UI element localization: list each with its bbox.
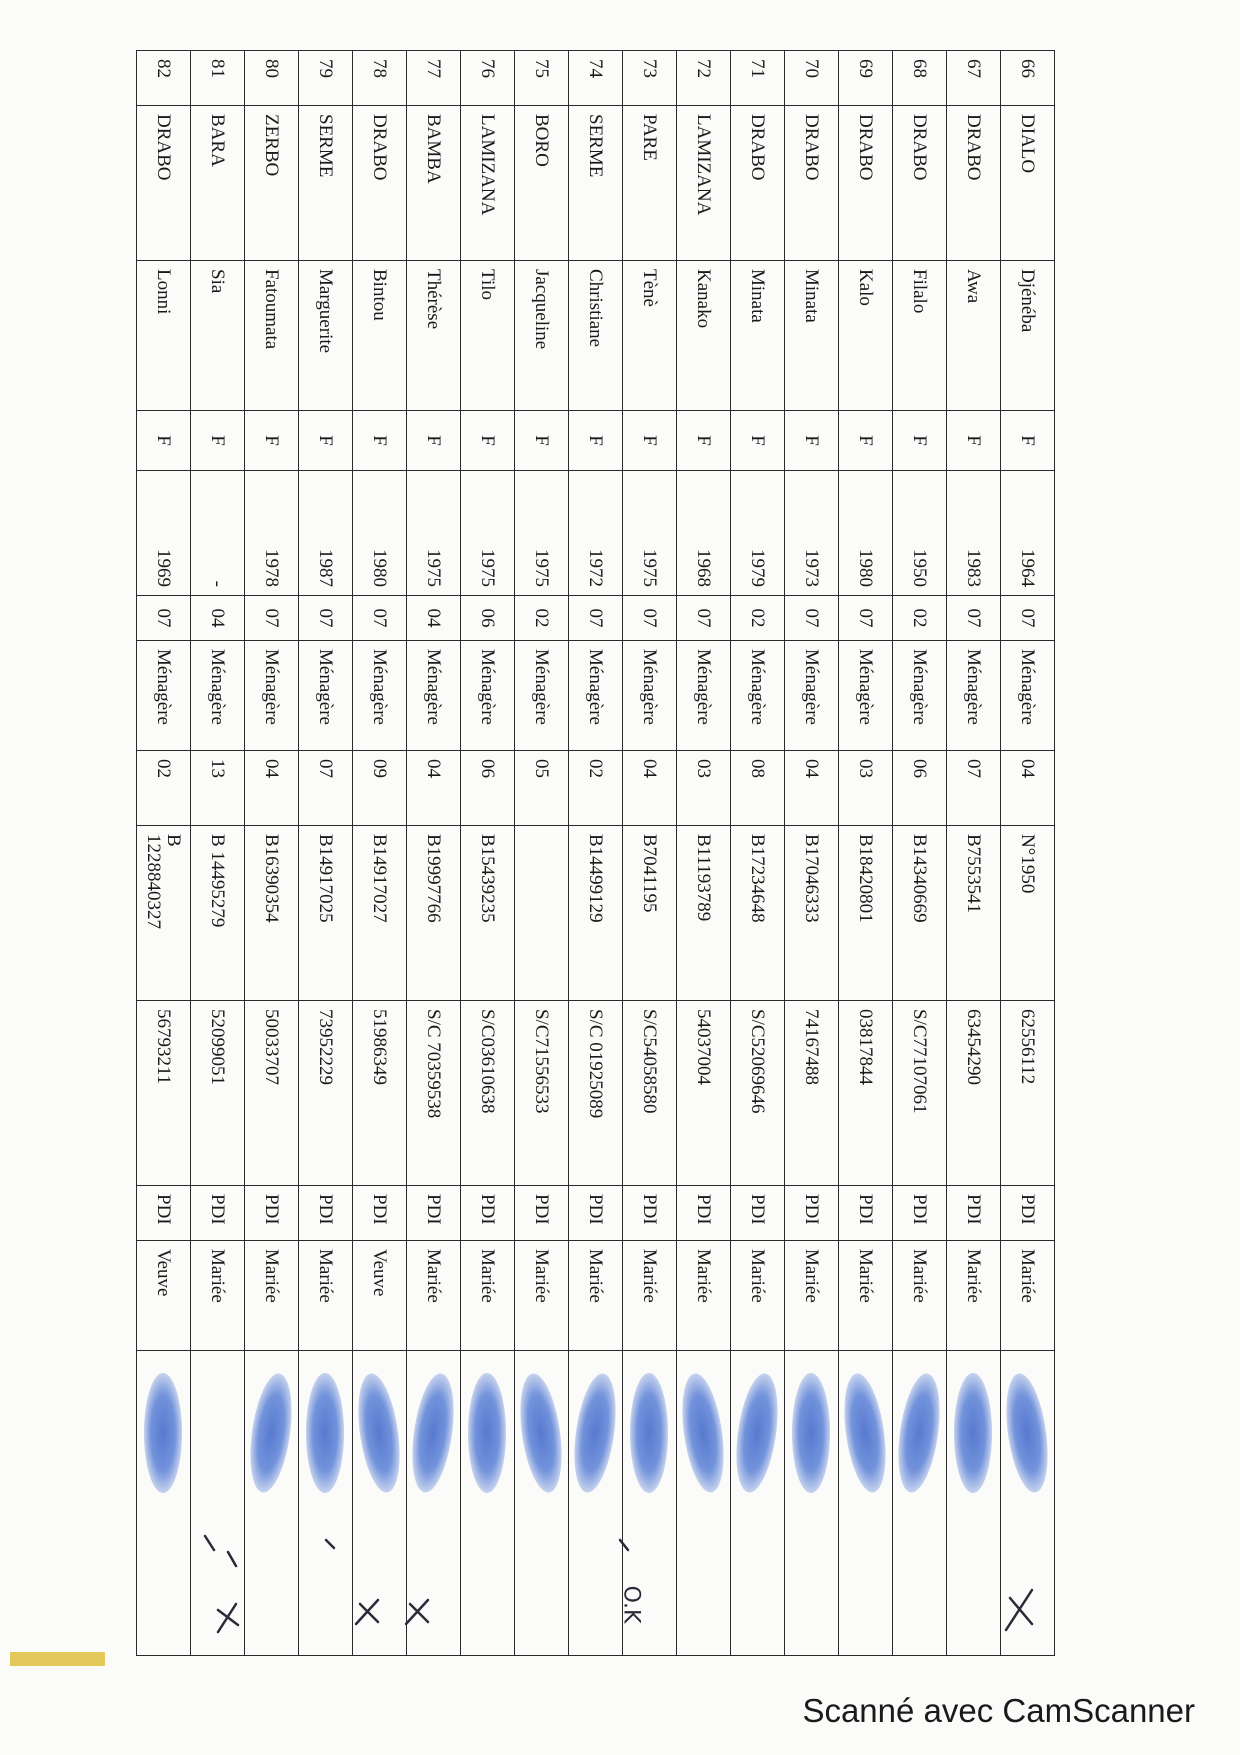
cell-annee: 1979 [731,471,785,596]
cell-prenom: Kalo [839,261,893,411]
cell-sexe: F [731,411,785,471]
cell-statut: PDI [947,1186,1001,1241]
cell-empreinte [1001,1351,1055,1656]
fingerprint-icon [893,1371,947,1495]
fingerprint-icon [630,1373,668,1493]
cell-annee: 1975 [461,471,515,596]
cell-nom: DRABO [839,106,893,261]
piece-id-text: B17234648 [747,834,769,923]
cell-piece_id [569,826,623,1001]
cell-num: 79 [299,51,353,106]
cell-enfants: 04 [1001,751,1055,826]
cell-code: 07 [839,596,893,641]
cell-prenom: Jacqueline [515,261,569,411]
cell-code: 07 [299,596,353,641]
cell-num: 71 [731,51,785,106]
ok-mark: O.K [618,1585,644,1624]
cell-situation: Mariée [1001,1241,1055,1351]
cell-telephone: S/C77107061 [893,1001,947,1186]
cell-sexe: F [353,411,407,471]
cell-annee: 1975 [515,471,569,596]
fingerprint-icon [792,1373,830,1493]
piece-id-text: B14340669 [909,834,931,923]
cell-enfants: 07 [299,751,353,826]
fingerprint-icon [306,1373,344,1493]
cell-num: 68 [893,51,947,106]
cell-piece_id [947,826,1001,1001]
fingerprint-icon [515,1371,569,1495]
cell-prenom: Marguerite [299,261,353,411]
cell-statut: PDI [137,1186,191,1241]
piece-id-text: B19997766 [423,834,445,923]
cell-sexe: F [839,411,893,471]
cell-profession: Ménagère [839,641,893,751]
fingerprint-icon [144,1373,182,1493]
cell-situation: Mariée [785,1241,839,1351]
cell-empreinte [569,1351,623,1656]
cell-nom: SERME [299,106,353,261]
cell-num: 80 [245,51,299,106]
piece-id-text: B15439235 [477,834,499,923]
cell-profession: Ménagère [137,641,191,751]
cell-telephone: 62556112 [1001,1001,1055,1186]
cell-telephone: S/C54058580 [623,1001,677,1186]
cell-prenom: Filalo [893,261,947,411]
cell-enfants: 04 [623,751,677,826]
fingerprint-icon [407,1371,461,1495]
cell-code: 02 [893,596,947,641]
cell-profession: Ménagère [947,641,1001,751]
piece-id-text: B 14495279 [207,834,229,928]
cell-telephone: 73952229 [299,1001,353,1186]
cell-profession: Ménagère [515,641,569,751]
cell-situation: Mariée [299,1241,353,1351]
cell-empreinte [515,1351,569,1656]
cell-statut: PDI [1001,1186,1055,1241]
cell-enfants: 03 [839,751,893,826]
cell-profession: Ménagère [677,641,731,751]
cell-statut: PDI [893,1186,947,1241]
cell-empreinte [893,1351,947,1656]
cell-telephone: 50033707 [245,1001,299,1186]
cell-nom: BARA [191,106,245,261]
cell-code: 07 [623,596,677,641]
cell-situation: Mariée [839,1241,893,1351]
yellow-tab-mark [10,1652,105,1666]
cell-num: 70 [785,51,839,106]
cell-annee: 1972 [569,471,623,596]
fingerprint-icon [569,1371,623,1495]
cell-sexe: F [299,411,353,471]
cell-sexe: F [677,411,731,471]
fingerprint-icon [1001,1371,1055,1495]
cell-statut: PDI [677,1186,731,1241]
cell-telephone: S/C 01925089 [569,1001,623,1186]
cell-empreinte [677,1351,731,1656]
cell-statut: PDI [515,1186,569,1241]
piece-id-text: B7553541 [963,834,985,914]
cell-num: 76 [461,51,515,106]
cell-code: 07 [245,596,299,641]
cell-profession: Ménagère [461,641,515,751]
table-row [947,51,1001,1656]
cell-profession: Ménagère [245,641,299,751]
cell-annee: 1980 [839,471,893,596]
cell-num: 69 [839,51,893,106]
cell-num: 77 [407,51,461,106]
cell-prenom: Thérèse [407,261,461,411]
cell-nom: PARE [623,106,677,261]
cell-telephone: S/C71556533 [515,1001,569,1186]
cell-nom: BAMBA [407,106,461,261]
cell-sexe: F [623,411,677,471]
fingerprint-icon [677,1371,731,1495]
cell-code: 06 [461,596,515,641]
cell-situation: Mariée [245,1241,299,1351]
table-row [515,51,569,1656]
cell-statut: PDI [731,1186,785,1241]
cell-profession: Ménagère [299,641,353,751]
piece-id-text-2: 1228840327 [143,834,165,929]
cell-num: 75 [515,51,569,106]
cell-situation: Mariée [407,1241,461,1351]
scanner-footer: Scanné avec CamScanner [802,1692,1195,1729]
cell-empreinte [407,1351,461,1656]
cell-annee: 1973 [785,471,839,596]
cell-sexe: F [137,411,191,471]
cell-piece_id [137,826,191,1001]
cell-annee: 1968 [677,471,731,596]
cell-telephone: 03817844 [839,1001,893,1186]
cell-sexe: F [515,411,569,471]
fingerprint-icon [353,1371,407,1495]
piece-id-text: B7041195 [639,834,661,913]
cell-enfants: 13 [191,751,245,826]
cell-empreinte [839,1351,893,1656]
cell-sexe: F [191,411,245,471]
cell-piece_id [731,826,785,1001]
cell-annee: 1975 [623,471,677,596]
cell-empreinte [731,1351,785,1656]
cell-nom: DRABO [353,106,407,261]
cell-statut: PDI [785,1186,839,1241]
cell-empreinte [245,1351,299,1656]
cell-sexe: F [461,411,515,471]
cell-empreinte [191,1351,245,1656]
cell-code: 07 [947,596,1001,641]
cell-num: 72 [677,51,731,106]
cell-statut: PDI [353,1186,407,1241]
cell-nom: DIALO [1001,106,1055,261]
cell-piece_id [461,826,515,1001]
piece-id-text: B16390354 [261,834,283,923]
piece-id-text: B [163,834,185,847]
cell-piece_id [353,826,407,1001]
cell-prenom: Tilo [461,261,515,411]
piece-id-text: N°1950 [1017,834,1039,894]
cell-prenom: Sia [191,261,245,411]
cell-num: 66 [1001,51,1055,106]
cell-code: 07 [569,596,623,641]
cell-situation: Mariée [677,1241,731,1351]
piece-id-text: B11193789 [693,834,715,922]
cell-statut: PDI [191,1186,245,1241]
cell-sexe: F [947,411,1001,471]
cell-statut: PDI [299,1186,353,1241]
table-row [785,51,839,1656]
cell-statut: PDI [461,1186,515,1241]
cell-code: 07 [137,596,191,641]
cell-enfants: 04 [407,751,461,826]
cell-profession: Ménagère [191,641,245,751]
cell-piece_id [893,826,947,1001]
cell-piece_id [623,826,677,1001]
fingerprint-icon [245,1371,299,1495]
cell-situation: Mariée [191,1241,245,1351]
cell-annee: 1980 [353,471,407,596]
cell-nom: LAMIZANA [677,106,731,261]
register-table [136,50,1055,1656]
cell-nom: DRABO [785,106,839,261]
cell-profession: Ménagère [623,641,677,751]
fingerprint-icon [839,1371,893,1495]
cell-annee: 1950 [893,471,947,596]
cell-code: 07 [785,596,839,641]
cell-piece_id [677,826,731,1001]
fingerprint-icon [954,1373,992,1493]
cell-piece_id [407,826,461,1001]
cell-statut: PDI [245,1186,299,1241]
cell-code: 04 [191,596,245,641]
cell-profession: Ménagère [569,641,623,751]
cell-nom: SERME [569,106,623,261]
cell-sexe: F [407,411,461,471]
cell-annee: 1975 [407,471,461,596]
cell-prenom: Djénéba [1001,261,1055,411]
cell-empreinte [785,1351,839,1656]
cell-situation: Mariée [515,1241,569,1351]
cell-code: 02 [731,596,785,641]
cell-annee: 1987 [299,471,353,596]
cell-profession: Ménagère [893,641,947,751]
table-row [245,51,299,1656]
cell-situation: Mariée [947,1241,1001,1351]
cell-profession: Ménagère [353,641,407,751]
table-row [191,51,245,1656]
cell-empreinte [137,1351,191,1656]
cell-enfants: 05 [515,751,569,826]
cell-piece_id [839,826,893,1001]
cell-nom: DRABO [137,106,191,261]
cell-enfants: 06 [893,751,947,826]
table-row [731,51,785,1656]
cell-piece_id [785,826,839,1001]
cell-sexe: F [893,411,947,471]
fingerprint-icon [731,1371,785,1495]
cell-prenom: Minata [785,261,839,411]
cell-num: 73 [623,51,677,106]
cell-empreinte [461,1351,515,1656]
cell-sexe: F [245,411,299,471]
fingerprint-icon [468,1373,506,1493]
table-row [677,51,731,1656]
cell-nom: ZERBO [245,106,299,261]
cell-piece_id [191,826,245,1001]
rotated-register [143,50,1055,1655]
cell-enfants: 02 [569,751,623,826]
cell-num: 74 [569,51,623,106]
cell-prenom: Tènè [623,261,677,411]
piece-id-text: B14917027 [369,834,391,923]
cell-prenom: Awa [947,261,1001,411]
cell-piece_id [515,826,569,1001]
cell-nom: DRABO [731,106,785,261]
cell-sexe: F [569,411,623,471]
cell-profession: Ménagère [407,641,461,751]
cell-empreinte [299,1351,353,1656]
cell-enfants: 04 [785,751,839,826]
cell-nom: LAMIZANA [461,106,515,261]
cell-enfants: 06 [461,751,515,826]
cell-annee: 1969 [137,471,191,596]
table-row [569,51,623,1656]
cell-prenom: Fatoumata [245,261,299,411]
cell-enfants: 02 [137,751,191,826]
cell-situation: Mariée [569,1241,623,1351]
cell-num: 81 [191,51,245,106]
cell-nom: DRABO [893,106,947,261]
cell-statut: PDI [407,1186,461,1241]
cell-sexe: F [785,411,839,471]
piece-id-text: B14499129 [585,834,607,923]
cell-telephone: 56793211 [137,1001,191,1186]
cell-situation: Mariée [623,1241,677,1351]
cell-prenom: Kanako [677,261,731,411]
cell-sexe: F [1001,411,1055,471]
table-row [839,51,893,1656]
table-row [893,51,947,1656]
cell-situation: Mariée [731,1241,785,1351]
cell-annee: 1978 [245,471,299,596]
cell-code: 07 [1001,596,1055,641]
cell-piece_id [245,826,299,1001]
cell-telephone: S/C 70359538 [407,1001,461,1186]
cell-code: 07 [353,596,407,641]
piece-id-text: B17046333 [801,834,823,923]
cell-situation: Mariée [893,1241,947,1351]
cell-enfants: 09 [353,751,407,826]
table-row [623,51,677,1656]
cell-piece_id [1001,826,1055,1001]
cell-piece_id [299,826,353,1001]
cell-statut: PDI [839,1186,893,1241]
cell-statut: PDI [623,1186,677,1241]
cell-prenom: Christiane [569,261,623,411]
cell-telephone: S/C03610638 [461,1001,515,1186]
cell-nom: BORO [515,106,569,261]
cell-situation: Veuve [353,1241,407,1351]
cell-enfants: 07 [947,751,1001,826]
cell-enfants: 08 [731,751,785,826]
cell-annee: - [191,471,245,596]
cell-prenom: Lonni [137,261,191,411]
cell-enfants: 04 [245,751,299,826]
cell-code: 07 [677,596,731,641]
cell-profession: Ménagère [731,641,785,751]
cell-annee: 1964 [1001,471,1055,596]
cell-code: 04 [407,596,461,641]
cell-code: 02 [515,596,569,641]
piece-id-text: B14917025 [315,834,337,923]
cell-nom: DRABO [947,106,1001,261]
cell-telephone: 51986349 [353,1001,407,1186]
cell-telephone: 74167488 [785,1001,839,1186]
cell-statut: PDI [569,1186,623,1241]
cell-num: 67 [947,51,1001,106]
cell-enfants: 03 [677,751,731,826]
cell-telephone: S/C52069646 [731,1001,785,1186]
cell-telephone: 63454290 [947,1001,1001,1186]
cell-telephone: 54037004 [677,1001,731,1186]
cell-empreinte [353,1351,407,1656]
table-row [1001,51,1055,1656]
table-row [407,51,461,1656]
cell-profession: Ménagère [1001,641,1055,751]
table-row [353,51,407,1656]
cell-profession: Ménagère [785,641,839,751]
piece-id-text: B18420801 [855,834,877,923]
cell-annee: 1983 [947,471,1001,596]
cell-telephone: 52099051 [191,1001,245,1186]
cell-num: 82 [137,51,191,106]
cell-prenom: Bintou [353,261,407,411]
cell-num: 78 [353,51,407,106]
table-row [299,51,353,1656]
cell-empreinte [947,1351,1001,1656]
table-row [137,51,191,1656]
cell-situation: Veuve [137,1241,191,1351]
table-row [461,51,515,1656]
cell-situation: Mariée [461,1241,515,1351]
cell-prenom: Minata [731,261,785,411]
